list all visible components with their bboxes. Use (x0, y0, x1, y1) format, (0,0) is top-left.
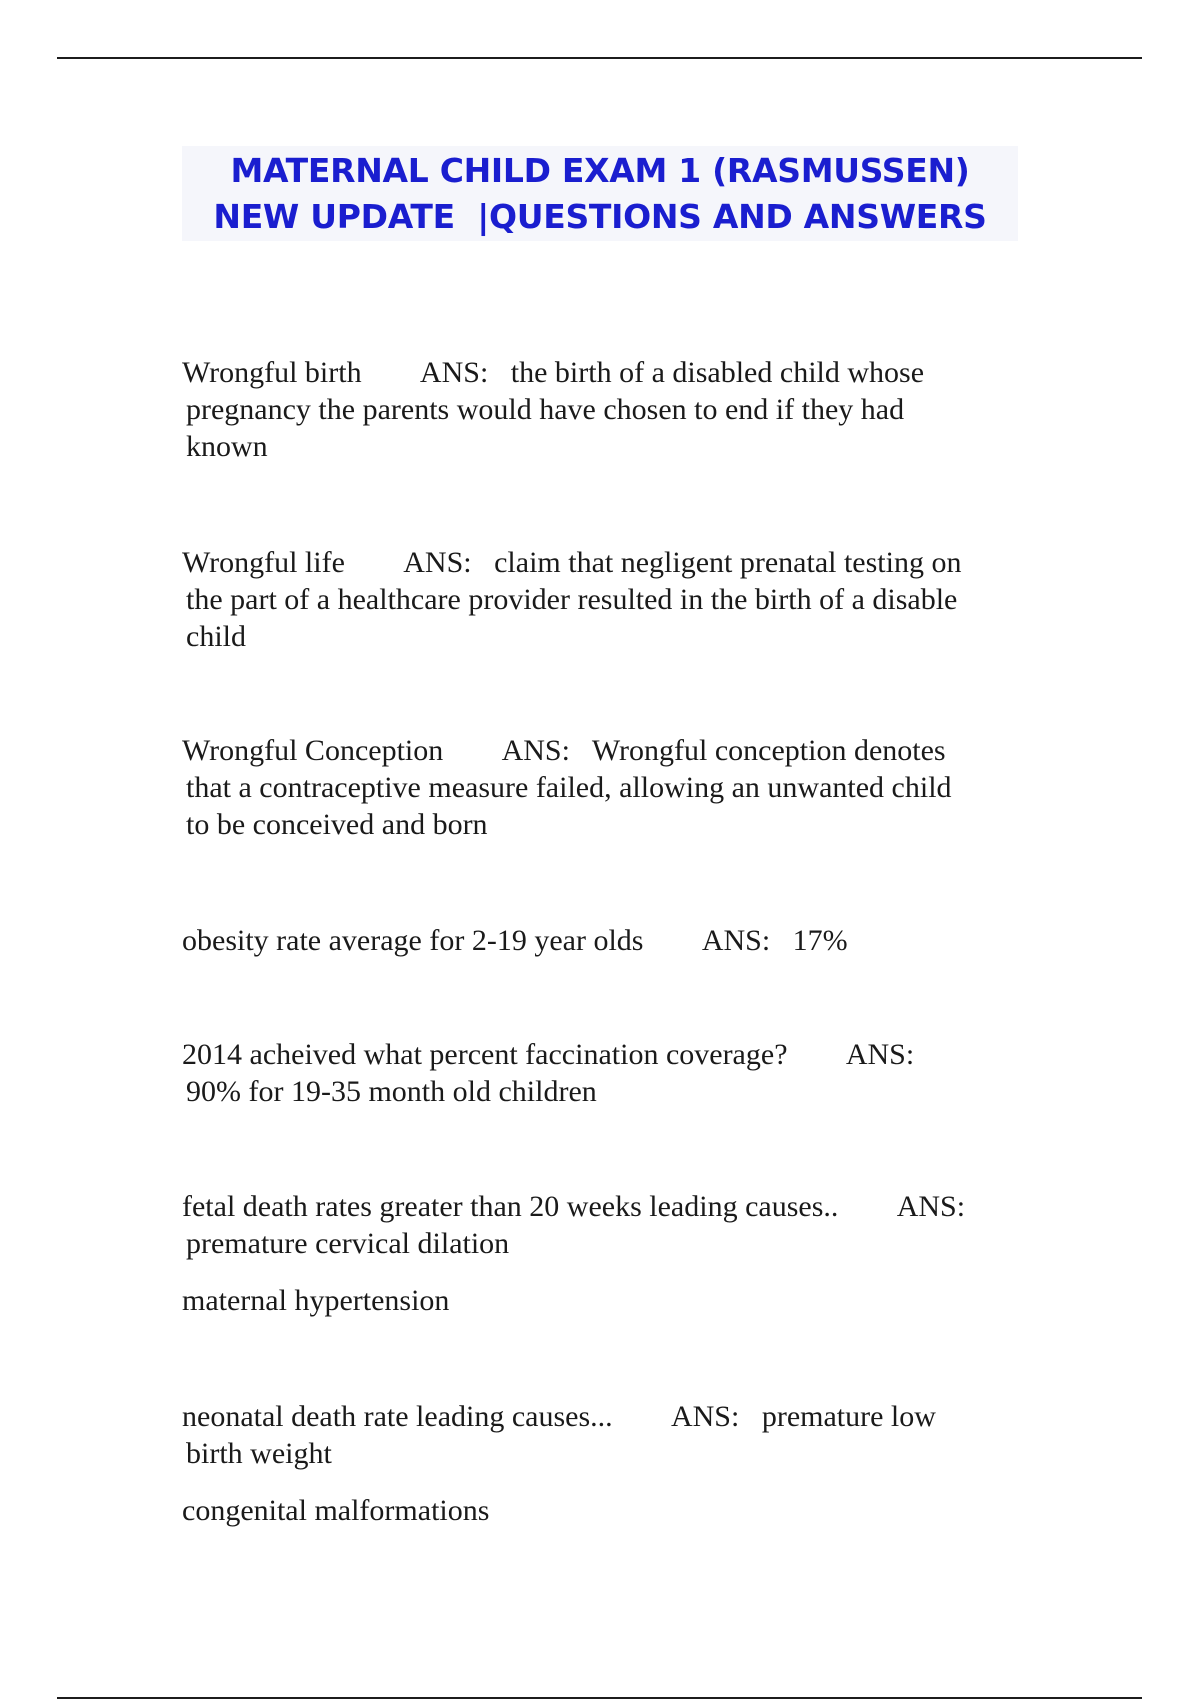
qa-line: to be conceived and born (186, 808, 488, 841)
qa-line: birth weight (186, 1437, 332, 1470)
qa-line: Wrongful Conception ANS: Wrongful conception denotes (182, 734, 946, 767)
qa-line: the part of a healthcare provider resulted in the birth of a disable (186, 583, 958, 616)
qa-line: pregnancy the parents would have chosen to end if they had (186, 393, 905, 426)
qa-item-wrongful-birth (182, 354, 1012, 465)
qa-line: known (186, 430, 268, 463)
qa-item-neonatal-death-causes (182, 1398, 1012, 1529)
header-rule (57, 57, 1142, 59)
qa-item-wrongful-conception (182, 732, 1012, 843)
document-title (182, 146, 1018, 241)
qa-line: obesity rate average for 2-19 year olds ANS: 17% (182, 924, 848, 957)
qa-line: fetal death rates greater than 20 weeks leading causes.. ANS: (182, 1190, 966, 1223)
qa-line: premature cervical dilation (186, 1227, 510, 1260)
footer-rule (57, 1697, 1142, 1699)
qa-item-obesity-rate (182, 922, 1012, 959)
title-line-2: NEW UPDATE |QUESTIONS AND ANSWERS (213, 196, 987, 236)
qa-item-fetal-death-causes (182, 1188, 1012, 1319)
qa-line: child (186, 620, 246, 653)
title-line-1: MATERNAL CHILD EXAM 1 (RASMUSSEN) (230, 150, 970, 190)
qa-extra-answer: congenital malformations (182, 1494, 490, 1527)
qa-line: Wrongful birth ANS: the birth of a disabled child whose (182, 356, 925, 389)
qa-extra-answer: maternal hypertension (182, 1284, 450, 1317)
qa-item-wrongful-life (182, 544, 1012, 655)
qa-line: Wrongful life ANS: claim that negligent prenatal testing on (182, 546, 962, 579)
qa-line: 90% for 19-35 month old children (186, 1075, 597, 1108)
qa-line: that a contraceptive measure failed, allowing an unwanted child (186, 771, 952, 804)
qa-line: neonatal death rate leading causes... ANS: premature low (182, 1400, 936, 1433)
qa-item-vaccination-coverage (182, 1036, 1012, 1110)
qa-line: 2014 acheived what percent faccination coverage? ANS: (182, 1038, 915, 1071)
